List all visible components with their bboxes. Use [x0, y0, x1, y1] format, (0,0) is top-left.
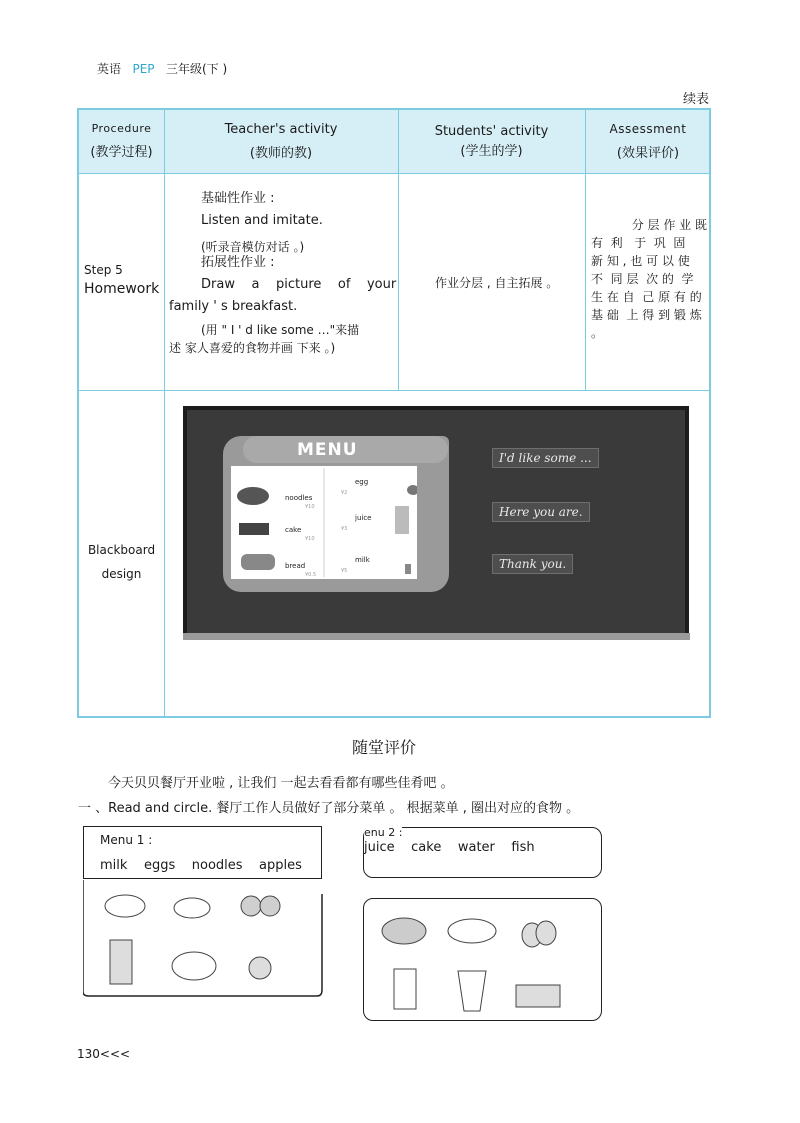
menu1-food-pictures	[83, 880, 323, 997]
menu-title: MENU	[297, 440, 358, 460]
page-number: 130<<<	[77, 1047, 131, 1061]
menu2-items: juice cake water fish	[364, 840, 535, 855]
subject-label: 英语	[97, 62, 122, 76]
book-header	[97, 60, 227, 77]
menu-card: noodles cake bread egg juice milk ¥10 ¥10 ¥0.5 ¥2 ¥3 ¥5	[231, 466, 417, 579]
header-students: Students' activity (学生的学)	[434, 124, 549, 159]
menu-item-juice: juice	[355, 514, 372, 522]
header-assessment: Assessment (效果评价)	[609, 122, 687, 161]
procedure-blackboard: Blackboard design	[87, 543, 156, 581]
menu1-box	[83, 826, 322, 879]
menu2-food-pictures	[364, 899, 600, 1019]
assessment-text: 分 层 作 业 既 有 利 于 巩 固 新 知 , 也 可 以 使 不 同 层 次 的 学 生 在 自 己 原 有 的 基 础 上 得 到 锻 炼 。	[591, 218, 707, 340]
menu-item-egg: egg	[355, 478, 369, 486]
menu2-food-box	[363, 898, 602, 1021]
teacher-activity: 基础性作业 : Listen and imitate. (听录音模仿对话 。) 拓展性作业 : Draw a picture of your family ' s breakfast. (用 " I ' d like some …"来描 述 家人喜爱的食物并画 下来 。)	[169, 191, 397, 355]
menu-item-milk: milk	[355, 556, 370, 564]
students-activity: 作业分层 , 自主拓展 。	[435, 276, 559, 290]
intro-text: 今天贝贝餐厅开业啦 , 让我们 一起去看看都有哪些佳肴吧 。	[108, 776, 454, 791]
chalk-phrase-1: I'd like some ...	[492, 448, 599, 468]
task-instruction: 一 、Read and circle. 餐厅工作人员做好了部分菜单 。 根据菜单 , 圈出对应的食物 。	[78, 801, 580, 816]
grade-label: 三年级(下 )	[165, 62, 228, 76]
menu-item-noodles: noodles	[285, 494, 313, 502]
chalk-tray	[183, 633, 690, 640]
continued-label: 续表	[683, 92, 710, 107]
header-procedure: Procedure (教学过程)	[90, 122, 153, 160]
procedure-step: Step 5 Homework	[84, 263, 160, 297]
menu-item-bread: bread	[285, 562, 306, 570]
header-teacher: Teacher's activity (教师的教)	[224, 122, 338, 161]
edition-label: PEP	[132, 62, 155, 76]
chalk-phrase-2: Here you are.	[492, 502, 590, 522]
menu-item-cake: cake	[285, 526, 302, 534]
menu2-label: enu 2 :	[364, 826, 403, 839]
menu1-items: milk eggs noodles apples	[100, 858, 302, 873]
blackboard-image	[183, 406, 689, 638]
menu2-box	[363, 827, 602, 878]
section-title: 随堂评价	[352, 738, 417, 757]
menu1-label: Menu 1 :	[100, 833, 153, 847]
chalk-phrase-3: Thank you.	[492, 554, 573, 574]
